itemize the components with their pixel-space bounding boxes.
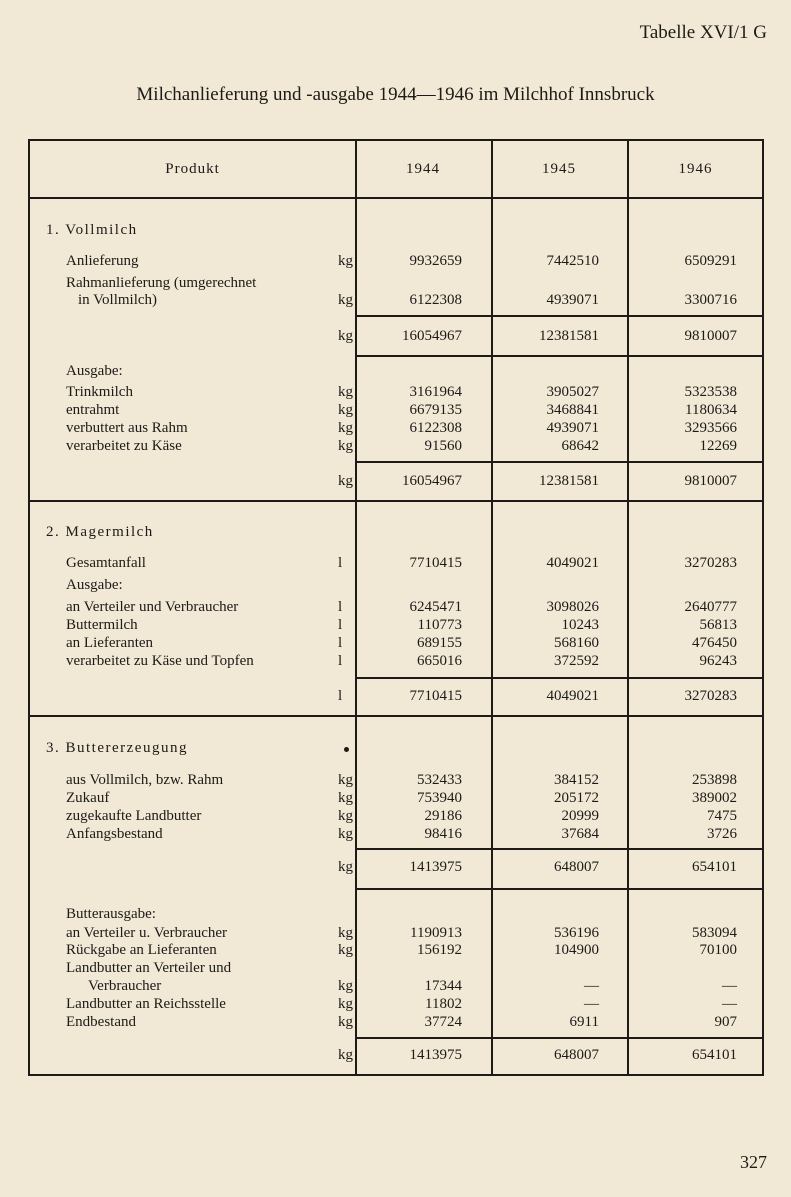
sum-unit: kg (338, 1047, 353, 1063)
row-label: Zukauf (66, 790, 110, 806)
section-title: 2. Magermilch (46, 524, 154, 540)
row-unit: kg (338, 826, 353, 842)
row-label: Landbutter an Verteiler und (66, 960, 232, 976)
cell-1944: 6122308 (409, 292, 462, 308)
cell-1945: 4939071 (546, 292, 599, 308)
row-unit: kg (338, 772, 353, 788)
cell-1945: — (584, 996, 599, 1012)
header-product: Produkt (165, 161, 220, 177)
cell-1944: 11802 (425, 996, 462, 1012)
row-label: Anlieferung (66, 253, 139, 269)
row-unit: kg (338, 1014, 353, 1030)
sum-1946: 654101 (692, 859, 737, 875)
section-title: 1. Vollmilch (46, 222, 138, 238)
cell-1945: 4049021 (546, 555, 599, 571)
row-label: verarbeitet zu Käse und Topfen (66, 653, 254, 669)
cell-1944: 753940 (417, 790, 462, 806)
sum-unit: kg (338, 328, 353, 344)
cell-1944: 7710415 (409, 555, 462, 571)
sum-rule (355, 677, 764, 679)
sum-rule (355, 315, 764, 317)
row-label: verbuttert aus Rahm (66, 420, 188, 436)
cell-1945: 372592 (554, 653, 599, 669)
row-label: an Verteiler und Verbraucher (66, 599, 239, 615)
cell-1946: 907 (714, 1014, 737, 1030)
cell-1944: 665016 (417, 653, 462, 669)
cell-1945: 7442510 (546, 253, 599, 269)
header-rule (30, 197, 762, 199)
sum-1945: 12381581 (539, 328, 599, 344)
cell-1946: 253898 (692, 772, 737, 788)
bullet-mark (344, 747, 349, 752)
row-unit: kg (338, 420, 353, 436)
data-table (28, 139, 764, 1076)
row-label: Rahmanlieferung (umgerechnet (66, 275, 257, 291)
page-number: 327 (740, 1152, 767, 1172)
cell-1946: 70100 (699, 942, 737, 958)
cell-1944: 689155 (417, 635, 462, 651)
row-unit: kg (338, 808, 353, 824)
cell-1946: 389002 (692, 790, 737, 806)
cell-1946: 6509291 (684, 253, 737, 269)
cell-1944: 6245471 (409, 599, 462, 615)
row-label: an Verteiler u. Verbraucher (66, 925, 228, 941)
cell-1946: 3293566 (684, 420, 737, 436)
row-unit: l (338, 635, 343, 651)
row-unit: kg (338, 384, 353, 400)
cell-1945: 536196 (554, 925, 599, 941)
row-unit: kg (338, 292, 353, 308)
cell-1945: 68642 (561, 438, 599, 454)
sum-rule (355, 461, 764, 463)
row-label: entrahmt (66, 402, 120, 418)
sum-1945: 648007 (554, 859, 599, 875)
row-label: Trinkmilch (66, 384, 133, 400)
cell-1946: — (722, 996, 737, 1012)
cell-1944: 6122308 (409, 420, 462, 436)
cell-1944: 3161964 (409, 384, 462, 400)
header-1944: 1944 (406, 161, 440, 177)
row-label-continued: Verbraucher (88, 978, 162, 994)
row-unit: kg (338, 978, 353, 994)
cell-1946: 3270283 (684, 555, 737, 571)
sum-1945: 4049021 (546, 688, 599, 704)
cell-1945: 205172 (554, 790, 599, 806)
row-unit: kg (338, 996, 353, 1012)
cell-1944: 156192 (417, 942, 462, 958)
column-divider (355, 141, 357, 1074)
cell-1945: 37684 (561, 826, 599, 842)
row-unit: l (338, 599, 343, 615)
cell-1944: 17344 (424, 978, 462, 994)
cell-1945: 6911 (569, 1014, 599, 1030)
row-label: aus Vollmilch, bzw. Rahm (66, 772, 224, 788)
sum-rule (355, 1037, 764, 1039)
row-label-continued: in Vollmilch) (78, 292, 158, 308)
column-divider (491, 141, 493, 1074)
sum-1944: 16054967 (402, 473, 462, 489)
cell-1946: 96243 (699, 653, 737, 669)
cell-1944: 1190913 (410, 925, 462, 941)
cell-1946: 2640777 (684, 599, 737, 615)
subheading: Ausgabe: (66, 577, 123, 593)
cell-1946: 7475 (707, 808, 737, 824)
row-label: verarbeitet zu Käse (66, 438, 182, 454)
header-1945: 1945 (542, 161, 576, 177)
table-title: Milchanlieferung und -ausgabe 1944—1946 im Milchhof Innsbruck (136, 84, 655, 105)
sum-rule (355, 848, 764, 850)
cell-1945: 3098026 (546, 599, 599, 615)
cell-1945: 3468841 (546, 402, 599, 418)
row-unit: kg (338, 942, 353, 958)
row-label: Anfangsbestand (66, 826, 163, 842)
row-unit: l (338, 555, 343, 571)
sum-1946: 654101 (692, 1047, 737, 1063)
cell-1945: 568160 (554, 635, 599, 651)
subheading: Ausgabe: (66, 363, 123, 379)
row-unit: kg (338, 402, 353, 418)
cell-1946: 12269 (699, 438, 737, 454)
sum-1946: 3270283 (684, 688, 737, 704)
cell-1945: 104900 (554, 942, 599, 958)
cell-1946: 56813 (699, 617, 737, 633)
cell-1944: 6679135 (409, 402, 462, 418)
row-label: Rückgabe an Lieferanten (66, 942, 217, 958)
cell-1945: 4939071 (546, 420, 599, 436)
sum-unit: kg (338, 473, 353, 489)
section-rule (30, 715, 762, 717)
sum-1946: 9810007 (684, 473, 737, 489)
section-rule (30, 500, 762, 502)
row-unit: kg (338, 438, 353, 454)
sum-unit: l (338, 688, 343, 704)
cell-1946: 3726 (707, 826, 737, 842)
header-1946: 1946 (678, 161, 713, 177)
sum-1946: 9810007 (684, 328, 737, 344)
row-label: Landbutter an Reichsstelle (66, 996, 226, 1012)
cell-1946: 1180634 (685, 402, 737, 418)
row-unit: kg (338, 925, 353, 941)
sum-1945: 648007 (554, 1047, 599, 1063)
cell-1944: 98416 (424, 826, 462, 842)
cell-1944: 29186 (424, 808, 462, 824)
sum-1944: 1413975 (409, 859, 462, 875)
cell-1946: 5323538 (684, 384, 737, 400)
cell-1945: 3905027 (546, 384, 599, 400)
cell-1945: — (584, 978, 599, 994)
sum-rule (355, 355, 764, 357)
sum-unit: kg (338, 859, 353, 875)
sum-1945: 12381581 (539, 473, 599, 489)
row-unit: kg (338, 253, 353, 269)
row-unit: kg (338, 790, 353, 806)
sum-rule (355, 888, 764, 890)
cell-1944: 37724 (424, 1014, 462, 1030)
cell-1946: 583094 (692, 925, 737, 941)
cell-1946: 476450 (692, 635, 737, 651)
column-divider (627, 141, 629, 1074)
table-reference: Tabelle XVI/1 G (639, 22, 767, 43)
row-label: Buttermilch (66, 617, 138, 633)
row-label: zugekaufte Landbutter (66, 808, 202, 824)
row-label: Endbestand (66, 1014, 136, 1030)
row-label: an Lieferanten (66, 635, 154, 651)
cell-1946: 3300716 (684, 292, 737, 308)
cell-1944: 110773 (417, 617, 462, 633)
cell-1945: 20999 (561, 808, 599, 824)
row-unit: l (338, 617, 343, 633)
sum-1944: 1413975 (409, 1047, 462, 1063)
cell-1945: 384152 (554, 772, 599, 788)
row-unit: l (338, 653, 343, 669)
cell-1945: 10243 (561, 617, 599, 633)
cell-1944: 9932659 (409, 253, 462, 269)
row-label: Gesamtanfall (66, 555, 146, 571)
cell-1944: 91560 (424, 438, 462, 454)
section-title: 3. Buttererzeugung (46, 740, 188, 756)
cell-1944: 532433 (417, 772, 462, 788)
sum-1944: 16054967 (402, 328, 462, 344)
subheading: Butterausgabe: (66, 906, 156, 922)
sum-1944: 7710415 (409, 688, 462, 704)
cell-1946: — (722, 978, 737, 994)
